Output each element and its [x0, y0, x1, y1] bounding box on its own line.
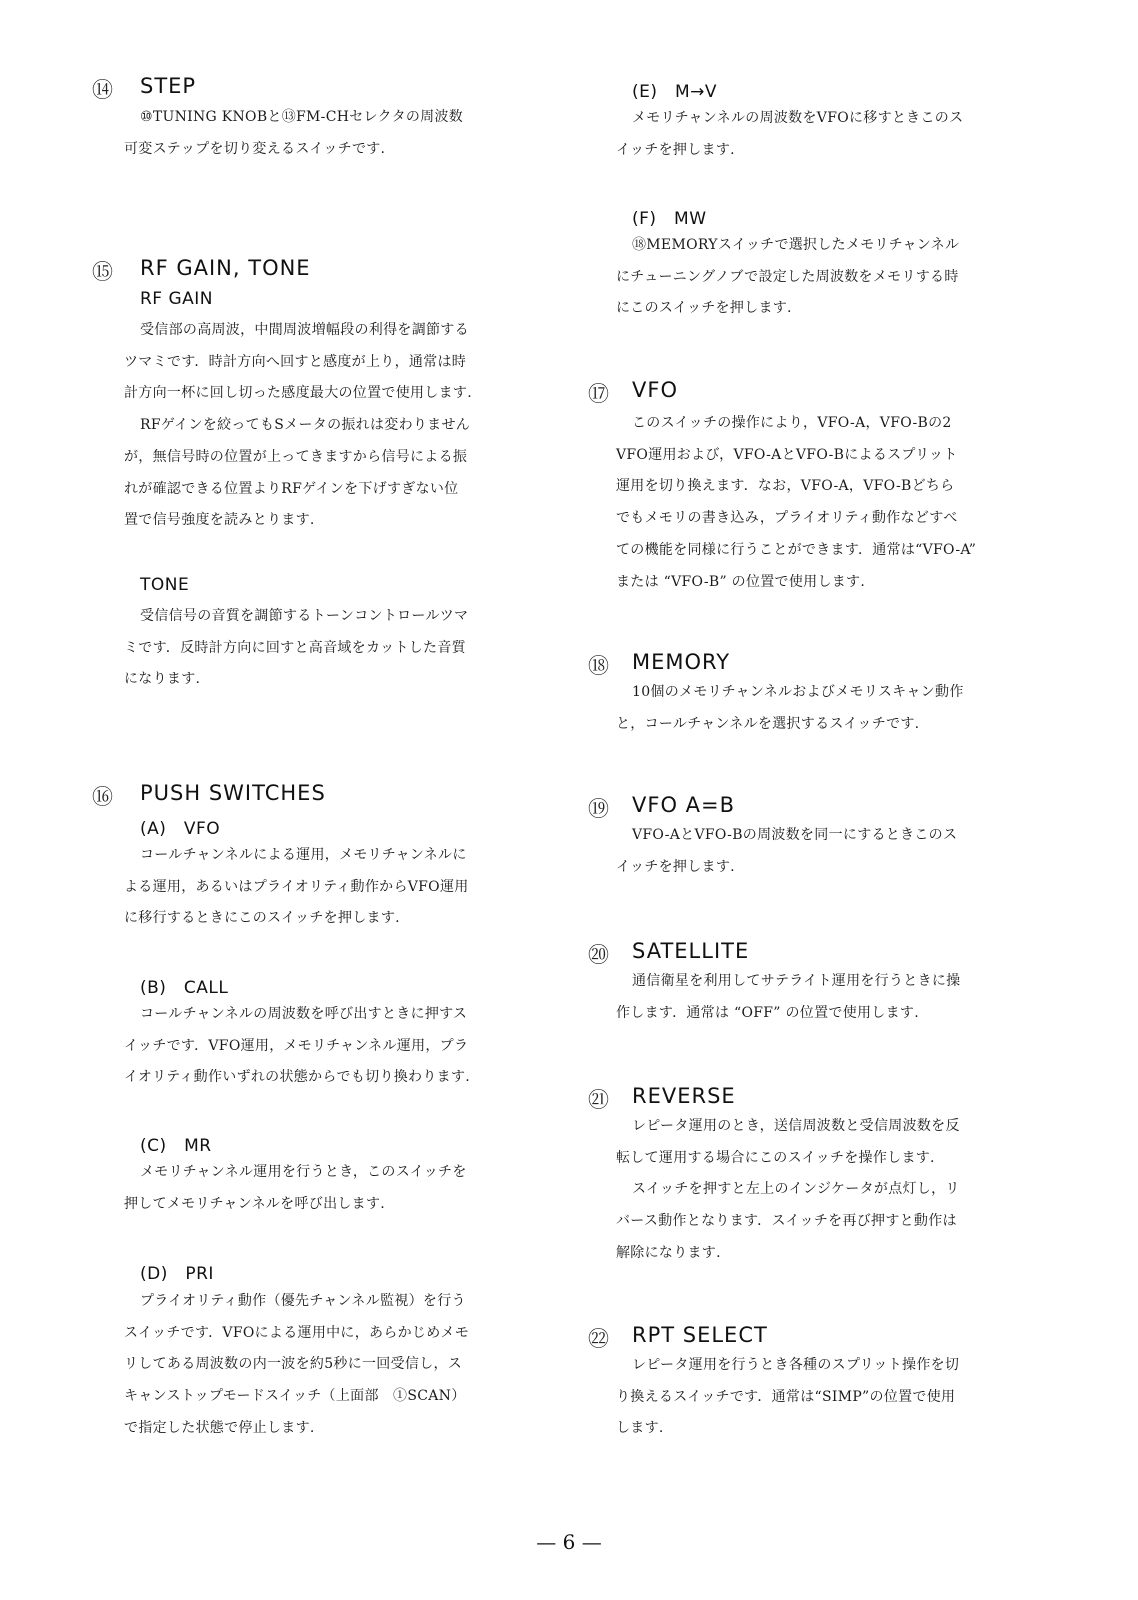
text-line: れが確認できる位置よりRFゲインを下げすぎない位 — [124, 480, 459, 497]
text-line: このスイッチの操作により，VFO-A，VFO-Bの2 — [632, 415, 952, 431]
section-number: ⑭ — [92, 78, 113, 102]
section-body — [124, 1286, 469, 1445]
text-line: 押してメモリチャンネルを呼び出します. — [124, 1195, 386, 1212]
text-line: よる運用，あるいはプライオリティ動作からVFO運用 — [124, 878, 469, 895]
section-body — [616, 230, 959, 325]
text-line: が，無信号時の位置が上ってきますから信号による振 — [124, 448, 468, 465]
text-line: 10個のメモリチャンネルおよびメモリスキャン動作 — [632, 684, 964, 700]
section-body — [124, 102, 464, 165]
section-body — [124, 999, 470, 1094]
text-line: スイッチです．VFOによる運用中に，あらかじめメモ — [124, 1324, 470, 1341]
section-title: VFO — [632, 378, 678, 402]
text-line: RFゲインを絞ってもSメータの振れは変わりません — [140, 417, 471, 434]
section-body — [616, 1111, 960, 1270]
section-body — [616, 103, 963, 166]
text-line: イッチを押します. — [616, 858, 735, 875]
text-line: レピータ運用のとき，送信周波数と受信周波数を反 — [632, 1118, 960, 1134]
text-line: プライオリティ動作（優先チャンネル監視）を行う — [140, 1293, 466, 1309]
section-body — [124, 601, 468, 696]
text-line: コールチャンネルの周波数を呼び出すときに押すス — [140, 1006, 468, 1022]
text-line: リしてある周波数の内一波を約5秒に一回受信し，ス — [124, 1356, 463, 1373]
section-body — [124, 315, 472, 537]
section-number: ㉑ — [588, 1088, 609, 1112]
text-line: VFO-AとVFO-Bの周波数を同一にするときこのス — [632, 827, 958, 843]
text-line: バース動作となります．スイッチを再び押すと動作は — [616, 1213, 957, 1230]
subsection-title: (B) CALL — [140, 978, 229, 998]
text-line: 解除になります. — [616, 1244, 721, 1261]
text-line: 受信信号の音質を調節するトーンコントロールツマ — [140, 608, 469, 624]
text-line: 置で信号強度を読みとります. — [124, 512, 315, 529]
text-line: 可変ステップを切り変えるスイッチです. — [124, 140, 386, 157]
text-line: VFO運用および，VFO-AとVFO-Bによるスプリット — [616, 446, 958, 463]
text-line: メモリチャンネルの周波数をVFOに移すときこのス — [632, 110, 964, 126]
section-title: RF GAIN, TONE — [140, 256, 311, 280]
text-line: になります. — [124, 671, 201, 688]
text-line: にこのスイッチを押します. — [616, 300, 792, 317]
section-number: ⑮ — [92, 260, 113, 284]
text-line: イオリティ動作いずれの状態からでも切り換わります. — [124, 1069, 470, 1086]
section-title: PUSH SWITCHES — [140, 781, 326, 805]
subsection-title: (F) MW — [632, 209, 707, 229]
section-number: ⑯ — [92, 785, 113, 809]
subsection-title: (C) MR — [140, 1136, 212, 1156]
section-title: REVERSE — [632, 1084, 736, 1108]
text-line: スイッチを押すと左上のインジケータが点灯し，リ — [632, 1181, 960, 1198]
text-line: ツマミです．時計方向へ回すと感度が上り，通常は時 — [124, 353, 467, 370]
text-line: イッチを押します. — [616, 141, 735, 158]
text-line: ⑩TUNING KNOBと⑬FM-CHセレクタの周波数 — [140, 109, 464, 125]
section-number: ⑰ — [588, 382, 609, 406]
subsection-title: RF GAIN — [140, 289, 214, 309]
text-line: 作します．通常は “OFF” の位置で使用します. — [616, 1004, 919, 1021]
subsection-title: TONE — [140, 575, 190, 595]
subsection-title: (E) M→V — [632, 82, 718, 102]
text-line: り換えるスイッチです．通常は“SIMP”の位置で使用 — [616, 1388, 956, 1405]
section-number: ㉒ — [588, 1327, 609, 1351]
section-body — [616, 966, 960, 1029]
text-line: キャンストップモードスイッチ（上面部 ①SCAN） — [124, 1388, 466, 1405]
text-line: に移行するときにこのスイッチを押します. — [124, 910, 400, 927]
text-line: 受信部の高周波，中間周波増幅段の利得を調節する — [140, 322, 469, 338]
text-line: または “VFO-B” の位置で使用します. — [616, 573, 866, 590]
text-line: にチューニングノブで設定した周波数をメモリする時 — [616, 268, 959, 285]
section-title: SATELLITE — [632, 939, 750, 963]
text-line: レピータ運用を行うとき各種のスプリット操作を切 — [632, 1357, 960, 1373]
subsection-title: (D) PRI — [140, 1264, 214, 1284]
section-title: RPT SELECT — [632, 1323, 768, 1347]
section-title: MEMORY — [632, 650, 731, 674]
section-body — [124, 1157, 467, 1220]
text-line: メモリチャンネル運用を行うとき，このスイッチを — [140, 1164, 467, 1180]
section-number: ⑲ — [588, 797, 609, 821]
subsection-title: (A) VFO — [140, 819, 221, 839]
text-line: イッチです．VFO運用，メモリチャンネル運用，プラ — [124, 1037, 469, 1054]
section-body — [124, 840, 469, 935]
page-number: — 6 — — [536, 1530, 602, 1554]
section-number: ⑱ — [588, 654, 609, 678]
text-line: でもメモリの書き込み，プライオリティ動作などすべ — [616, 510, 958, 527]
text-line: 運用を切り換えます．なお，VFO-A，VFO-Bどちら — [616, 478, 955, 495]
text-line: 通信衛星を利用してサテライト運用を行うときに操 — [632, 973, 961, 989]
text-line: 転して運用する場合にこのスイッチを操作します. — [616, 1149, 935, 1166]
text-line: ミです．反時計方向に回すと高音域をカットした音質 — [124, 639, 466, 656]
text-line: と，コールチャンネルを選択するスイッチです. — [616, 715, 920, 732]
text-line: します. — [616, 1420, 664, 1437]
text-line: で指定した状態で停止します. — [124, 1419, 315, 1436]
text-line: 計方向一杯に回し切った感度最大の位置で使用します. — [124, 385, 472, 402]
section-title: STEP — [140, 74, 197, 98]
section-number: ⑳ — [588, 943, 609, 967]
section-body — [616, 408, 976, 598]
text-line: コールチャンネルによる運用，メモリチャンネルに — [140, 847, 467, 863]
section-body — [616, 1350, 959, 1445]
text-line: ての機能を同様に行うことができます．通常は“VFO-A” — [616, 541, 977, 558]
text-line: ⑱MEMORYスイッチで選択したメモリチャンネル — [632, 237, 960, 253]
section-title: VFO A=B — [632, 793, 736, 817]
section-body — [616, 820, 957, 883]
section-body — [616, 677, 964, 740]
